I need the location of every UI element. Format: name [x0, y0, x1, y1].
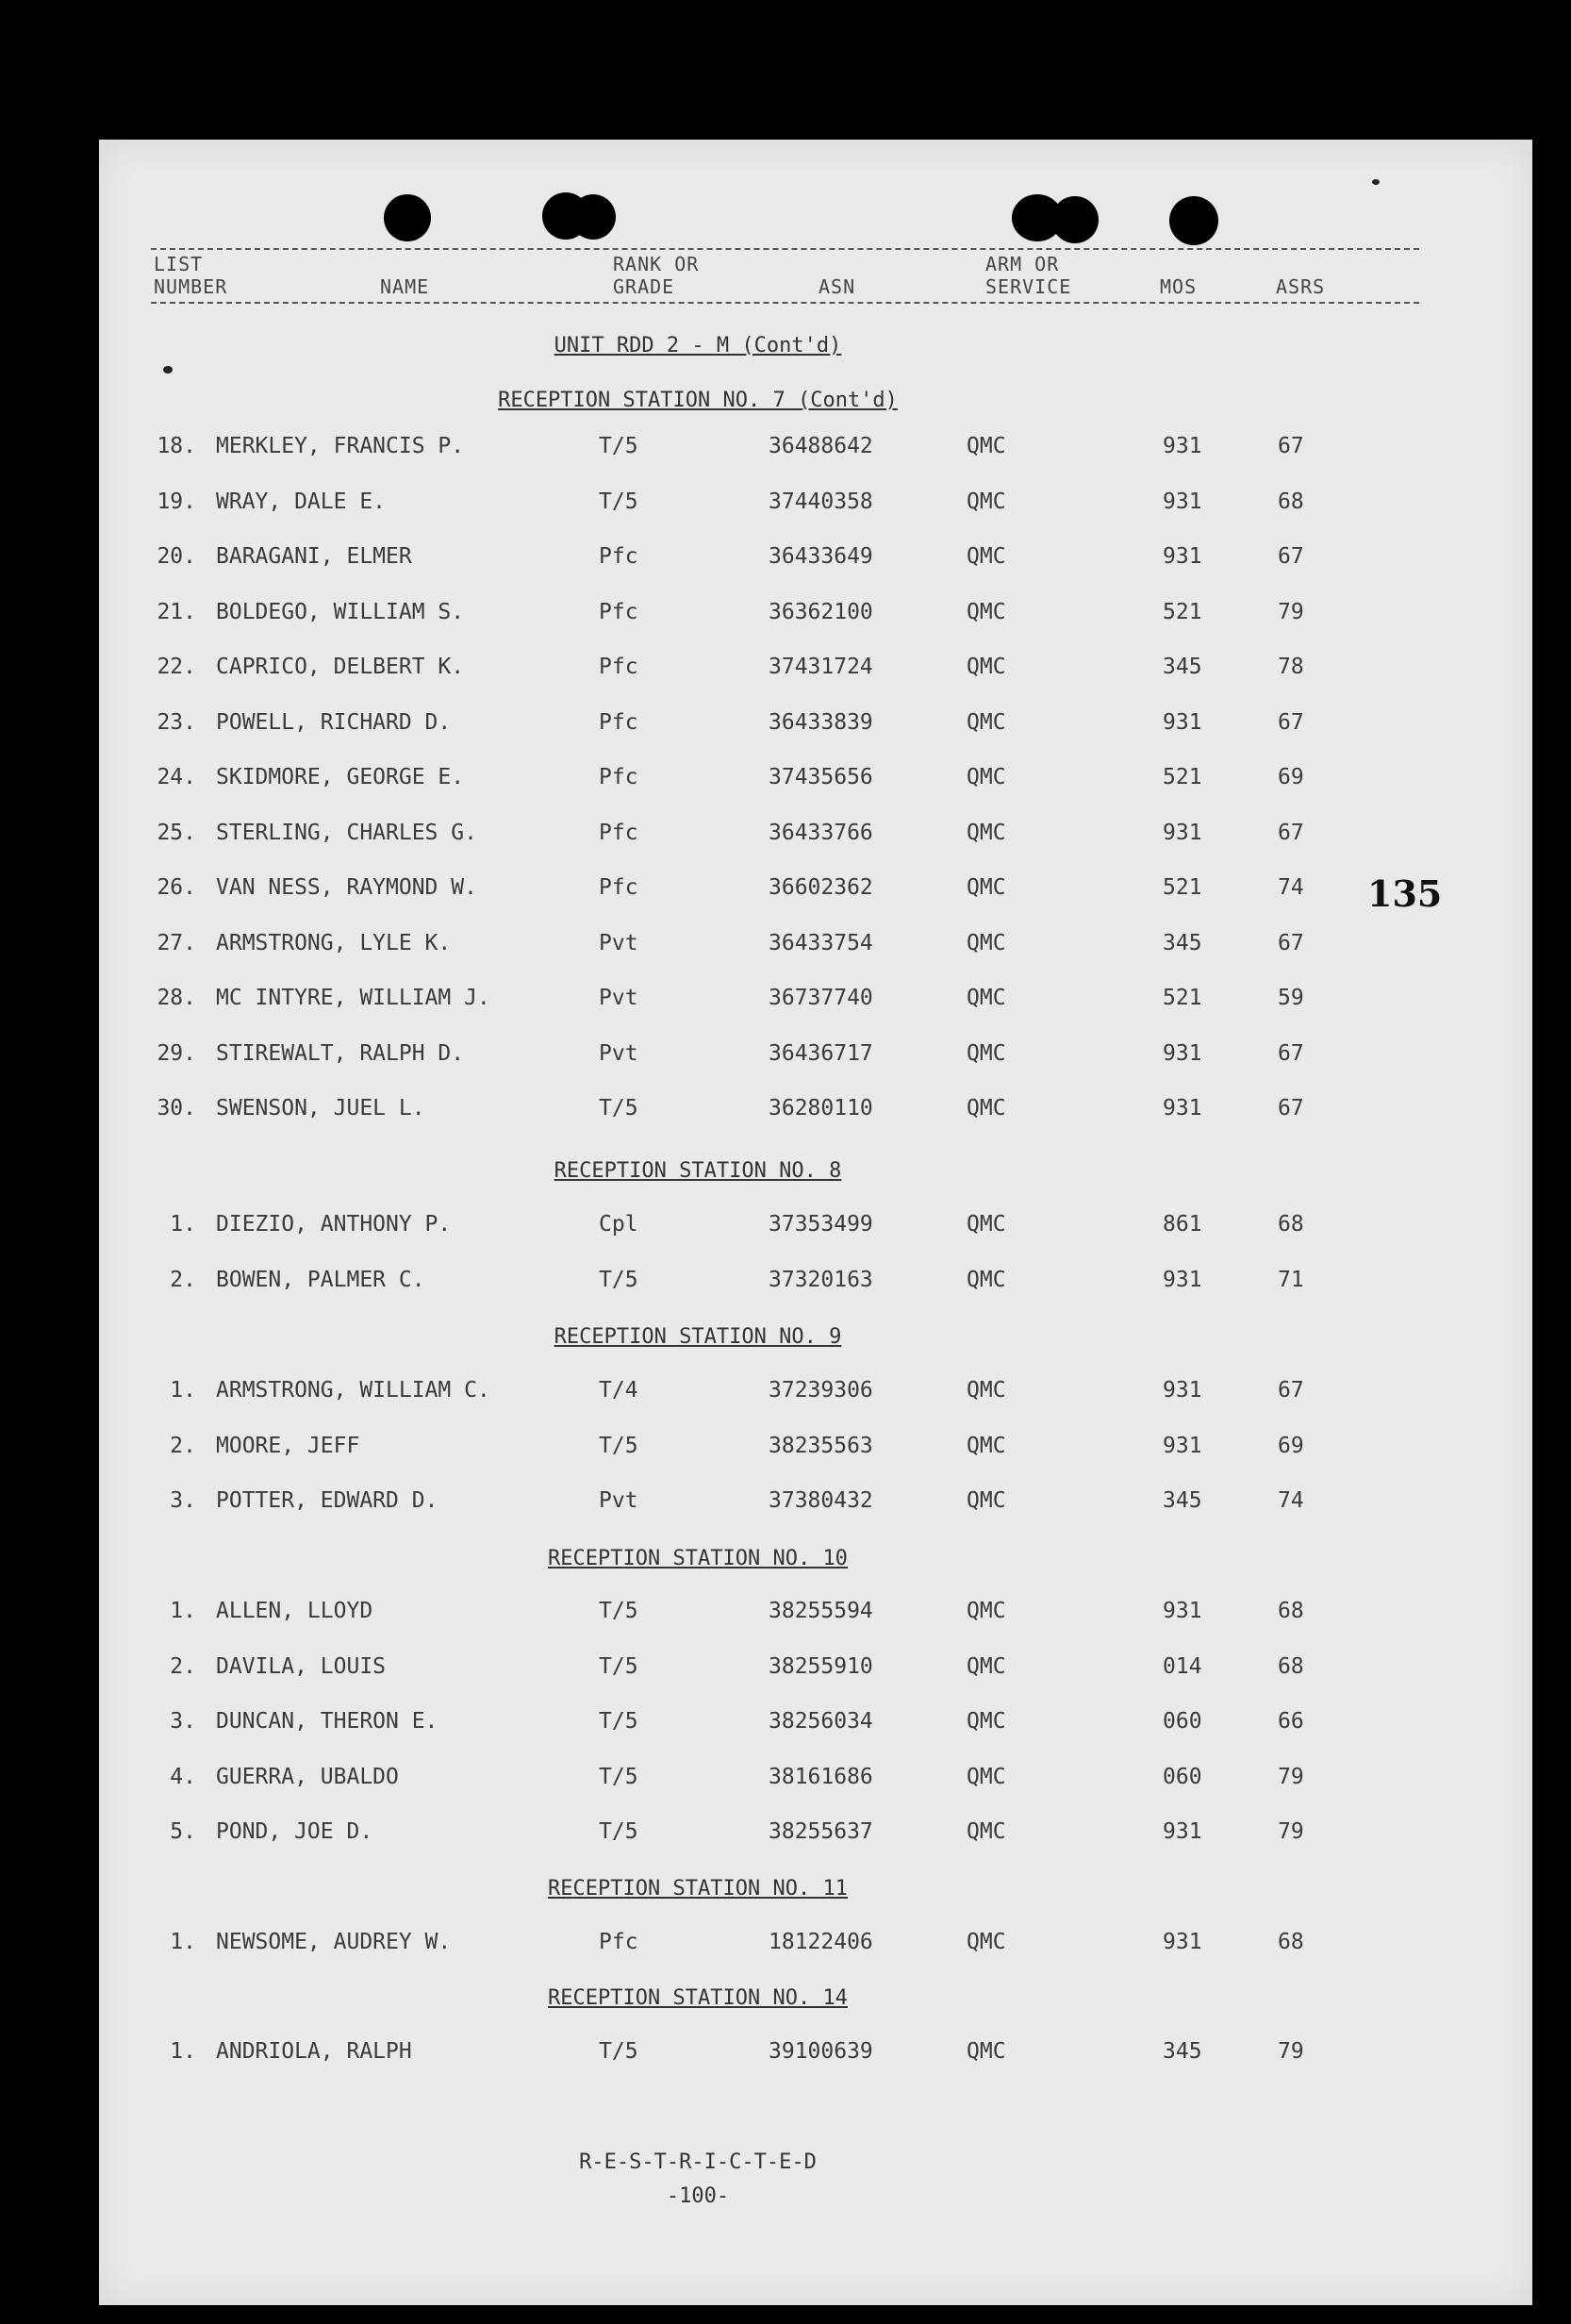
- grade: Pfc: [599, 821, 638, 845]
- grade: T/5: [599, 1268, 638, 1292]
- asrs-score: 67: [1278, 1041, 1304, 1066]
- grade: T/5: [599, 1599, 638, 1623]
- mos-code: 931: [1163, 544, 1202, 569]
- header-rank-label: RANK OR: [613, 253, 700, 275]
- grade: Pfc: [599, 544, 638, 569]
- serial-number: 36436717: [769, 1041, 873, 1066]
- serial-number: 37380432: [769, 1488, 873, 1513]
- asrs-score: 79: [1278, 1765, 1304, 1789]
- header-bottom-rule: [151, 302, 1419, 304]
- soldier-name: VAN NESS, RAYMOND W.: [216, 875, 477, 900]
- serial-number: 38255637: [769, 1819, 873, 1844]
- asrs-score: 79: [1278, 1819, 1304, 1844]
- mos-code: 931: [1163, 490, 1202, 514]
- soldier-name: DUNCAN, THERON E.: [216, 1709, 438, 1734]
- grade: T/5: [599, 1709, 638, 1734]
- punch-hole: [571, 194, 616, 240]
- table-row: [99, 1765, 1419, 1802]
- section-title-text: RECEPTION STATION NO. 7 (Cont'd): [498, 389, 898, 412]
- grade: Pfc: [599, 1930, 638, 1954]
- arm-service: QMC: [967, 1378, 1006, 1403]
- unit-title: [99, 334, 1297, 357]
- list-number: 3.: [170, 1709, 196, 1734]
- soldier-name: SKIDMORE, GEORGE E.: [216, 765, 465, 789]
- grade: T/5: [599, 1654, 638, 1679]
- table-row: [99, 931, 1419, 969]
- arm-service: QMC: [967, 1434, 1006, 1458]
- header-list-label: LIST: [154, 253, 204, 275]
- arm-service: QMC: [967, 931, 1006, 955]
- header-top-rule: [151, 248, 1419, 250]
- arm-service: QMC: [967, 2039, 1006, 2064]
- asrs-score: 79: [1278, 600, 1304, 624]
- arm-service: QMC: [967, 1488, 1006, 1513]
- soldier-name: ALLEN, LLOYD: [216, 1599, 373, 1623]
- header-service-label: SERVICE: [985, 275, 1072, 298]
- grade: T/5: [599, 490, 638, 514]
- table-row: [99, 765, 1419, 803]
- header-mos: MOS: [1160, 275, 1198, 298]
- list-number: 1.: [170, 1212, 196, 1237]
- grade: Pfc: [599, 600, 638, 624]
- soldier-name: POWELL, RICHARD D.: [216, 710, 452, 735]
- table-row: [99, 1096, 1419, 1134]
- asrs-score: 67: [1278, 1096, 1304, 1120]
- arm-service: QMC: [967, 1930, 1006, 1954]
- table-row: [99, 1654, 1419, 1692]
- asrs-score: 68: [1278, 1212, 1304, 1237]
- asrs-score: 66: [1278, 1709, 1304, 1734]
- arm-service: QMC: [967, 655, 1006, 679]
- arm-service: QMC: [967, 1819, 1006, 1844]
- list-number: 1.: [170, 2039, 196, 2064]
- table-row: [99, 1434, 1419, 1471]
- asrs-score: 78: [1278, 655, 1304, 679]
- grade: T/5: [599, 1434, 638, 1458]
- soldier-name: CAPRICO, DELBERT K.: [216, 655, 465, 679]
- list-number: 4.: [170, 1765, 196, 1789]
- soldier-name: NEWSOME, AUDREY W.: [216, 1930, 452, 1954]
- table-row: [99, 1930, 1419, 1967]
- soldier-name: STERLING, CHARLES G.: [216, 821, 477, 845]
- arm-service: QMC: [967, 875, 1006, 900]
- mos-code: 345: [1163, 2039, 1202, 2064]
- classification-footer: R-E-S-T-R-I-C-T-E-D: [579, 2150, 817, 2174]
- table-row: [99, 544, 1419, 582]
- mos-code: 931: [1163, 1819, 1202, 1844]
- list-number: 28.: [157, 986, 196, 1010]
- mos-code: 931: [1163, 1041, 1202, 1066]
- section-title: [99, 1325, 1297, 1349]
- list-number: 19.: [157, 490, 196, 514]
- table-row: [99, 1212, 1419, 1250]
- table-row: [99, 821, 1419, 858]
- mos-code: 931: [1163, 821, 1202, 845]
- serial-number: 36433766: [769, 821, 873, 845]
- soldier-name: ARMSTRONG, WILLIAM C.: [216, 1378, 490, 1403]
- header-asrs: ASRS: [1276, 275, 1326, 298]
- arm-service: QMC: [967, 765, 1006, 789]
- page-number: 135: [1367, 872, 1443, 915]
- list-number: 23.: [157, 710, 196, 735]
- list-number: 27.: [157, 931, 196, 955]
- asrs-score: 79: [1278, 2039, 1304, 2064]
- serial-number: 38255594: [769, 1599, 873, 1623]
- soldier-name: BARAGANI, ELMER: [216, 544, 412, 569]
- serial-number: 38235563: [769, 1434, 873, 1458]
- table-row: [99, 986, 1419, 1023]
- soldier-name: STIREWALT, RALPH D.: [216, 1041, 465, 1066]
- soldier-name: MOORE, JEFF: [216, 1434, 360, 1458]
- serial-number: 37239306: [769, 1378, 873, 1403]
- grade: T/5: [599, 1096, 638, 1120]
- soldier-name: ANDRIOLA, RALPH: [216, 2039, 412, 2064]
- mos-code: 931: [1163, 1268, 1202, 1292]
- serial-number: 38256034: [769, 1709, 873, 1734]
- arm-service: QMC: [967, 821, 1006, 845]
- arm-service: QMC: [967, 600, 1006, 624]
- grade: Pfc: [599, 875, 638, 900]
- serial-number: 36488642: [769, 434, 873, 458]
- mos-code: 931: [1163, 1599, 1202, 1623]
- header-rank-grade: [613, 253, 699, 298]
- header-arm-label: ARM OR: [985, 253, 1060, 275]
- list-number: 1.: [170, 1599, 196, 1623]
- mos-code: 521: [1163, 765, 1202, 789]
- serial-number: 18122406: [769, 1930, 873, 1954]
- grade: Pfc: [599, 655, 638, 679]
- table-row: [99, 1709, 1419, 1747]
- serial-number: 37320163: [769, 1268, 873, 1292]
- arm-service: QMC: [967, 1599, 1006, 1623]
- serial-number: 37440358: [769, 490, 873, 514]
- arm-service: QMC: [967, 544, 1006, 569]
- soldier-name: POND, JOE D.: [216, 1819, 373, 1844]
- asrs-score: 67: [1278, 821, 1304, 845]
- soldier-name: GUERRA, UBALDO: [216, 1765, 399, 1789]
- arm-service: QMC: [967, 1654, 1006, 1679]
- grade: Pvt: [599, 1488, 638, 1513]
- serial-number: 39100639: [769, 2039, 873, 2064]
- section-title: [99, 1547, 1297, 1570]
- grade: Pfc: [599, 710, 638, 735]
- soldier-name: POTTER, EDWARD D.: [216, 1488, 438, 1513]
- header-asn: ASN: [819, 275, 856, 298]
- soldier-name: SWENSON, JUEL L.: [216, 1096, 425, 1120]
- serial-number: 37435656: [769, 765, 873, 789]
- asrs-score: 67: [1278, 710, 1304, 735]
- asrs-score: 71: [1278, 1268, 1304, 1292]
- arm-service: QMC: [967, 710, 1006, 735]
- asrs-score: 68: [1278, 490, 1304, 514]
- list-number: 25.: [157, 821, 196, 845]
- speck: [163, 366, 173, 374]
- table-row: [99, 1819, 1419, 1857]
- mos-code: 931: [1163, 710, 1202, 735]
- table-row: [99, 1268, 1419, 1305]
- serial-number: 36433754: [769, 931, 873, 955]
- serial-number: 36737740: [769, 986, 873, 1010]
- asrs-score: 67: [1278, 931, 1304, 955]
- list-number: 26.: [157, 875, 196, 900]
- serial-number: 36602362: [769, 875, 873, 900]
- grade: T/5: [599, 1819, 638, 1844]
- section-title-text: RECEPTION STATION NO. 11: [548, 1877, 848, 1901]
- table-row: [99, 2039, 1419, 2077]
- grade: Pvt: [599, 986, 638, 1010]
- table-row: [99, 1041, 1419, 1079]
- unit-title-text: UNIT RDD 2 - M (Cont'd): [554, 334, 842, 357]
- arm-service: QMC: [967, 1709, 1006, 1734]
- list-number: 2.: [170, 1434, 196, 1458]
- punch-hole: [384, 194, 431, 241]
- header-list-number: [154, 253, 227, 298]
- list-number: 22.: [157, 655, 196, 679]
- table-row: [99, 1378, 1419, 1416]
- grade: Pfc: [599, 765, 638, 789]
- grade: T/5: [599, 2039, 638, 2064]
- speck: [1372, 179, 1380, 185]
- soldier-name: MC INTYRE, WILLIAM J.: [216, 986, 490, 1010]
- mos-code: 931: [1163, 1378, 1202, 1403]
- asrs-score: 69: [1278, 1434, 1304, 1458]
- list-number: 30.: [157, 1096, 196, 1120]
- serial-number: 37353499: [769, 1212, 873, 1237]
- list-number: 1.: [170, 1378, 196, 1403]
- soldier-name: MERKLEY, FRANCIS P.: [216, 434, 465, 458]
- serial-number: 36280110: [769, 1096, 873, 1120]
- table-row: [99, 655, 1419, 692]
- list-number: 5.: [170, 1819, 196, 1844]
- header-arm-service: [985, 253, 1071, 298]
- asrs-score: 59: [1278, 986, 1304, 1010]
- asrs-score: 69: [1278, 765, 1304, 789]
- section-title-text: RECEPTION STATION NO. 10: [548, 1547, 848, 1570]
- arm-service: QMC: [967, 986, 1006, 1010]
- mos-code: 060: [1163, 1765, 1202, 1789]
- punch-hole: [1169, 196, 1218, 245]
- mos-code: 345: [1163, 655, 1202, 679]
- table-row: [99, 710, 1419, 748]
- mos-code: 060: [1163, 1709, 1202, 1734]
- mos-code: 521: [1163, 986, 1202, 1010]
- list-number: 1.: [170, 1930, 196, 1954]
- mos-code: 931: [1163, 1096, 1202, 1120]
- arm-service: QMC: [967, 1096, 1006, 1120]
- folio-number: -100-: [666, 2184, 730, 2208]
- mos-code: 521: [1163, 600, 1202, 624]
- asrs-score: 68: [1278, 1599, 1304, 1623]
- table-row: [99, 600, 1419, 638]
- list-number: 21.: [157, 600, 196, 624]
- arm-service: QMC: [967, 1041, 1006, 1066]
- grade: Pvt: [599, 1041, 638, 1066]
- header-number-label: NUMBER: [154, 275, 228, 298]
- punch-hole: [1051, 196, 1099, 243]
- grade: T/5: [599, 1765, 638, 1789]
- soldier-name: BOLDEGO, WILLIAM S.: [216, 600, 465, 624]
- list-number: 20.: [157, 544, 196, 569]
- asrs-score: 74: [1278, 875, 1304, 900]
- list-number: 29.: [157, 1041, 196, 1066]
- soldier-name: ARMSTRONG, LYLE K.: [216, 931, 452, 955]
- table-row: [99, 1599, 1419, 1636]
- arm-service: QMC: [967, 434, 1006, 458]
- header-grade-label: GRADE: [613, 275, 675, 298]
- asrs-score: 67: [1278, 1378, 1304, 1403]
- soldier-name: DAVILA, LOUIS: [216, 1654, 387, 1679]
- arm-service: QMC: [967, 490, 1006, 514]
- table-row: [99, 434, 1419, 472]
- table-row: [99, 875, 1419, 913]
- mos-code: 931: [1163, 1930, 1202, 1954]
- asrs-score: 68: [1278, 1930, 1304, 1954]
- list-number: 3.: [170, 1488, 196, 1513]
- grade: T/5: [599, 434, 638, 458]
- arm-service: QMC: [967, 1765, 1006, 1789]
- serial-number: 38161686: [769, 1765, 873, 1789]
- soldier-name: BOWEN, PALMER C.: [216, 1268, 425, 1292]
- section-title: [99, 1986, 1297, 2010]
- serial-number: 36362100: [769, 600, 873, 624]
- mos-code: 345: [1163, 1488, 1202, 1513]
- mos-code: 931: [1163, 434, 1202, 458]
- mos-code: 861: [1163, 1212, 1202, 1237]
- section-title: [99, 1159, 1297, 1183]
- section-title-text: RECEPTION STATION NO. 8: [554, 1159, 842, 1183]
- serial-number: 36433649: [769, 544, 873, 569]
- asrs-score: 74: [1278, 1488, 1304, 1513]
- list-number: 2.: [170, 1654, 196, 1679]
- section-title: [99, 1877, 1297, 1901]
- soldier-name: DIEZIO, ANTHONY P.: [216, 1212, 452, 1237]
- serial-number: 37431724: [769, 655, 873, 679]
- grade: Pvt: [599, 931, 638, 955]
- mos-code: 521: [1163, 875, 1202, 900]
- list-number: 24.: [157, 765, 196, 789]
- table-row: [99, 490, 1419, 527]
- arm-service: QMC: [967, 1212, 1006, 1237]
- mos-code: 345: [1163, 931, 1202, 955]
- serial-number: 36433839: [769, 710, 873, 735]
- arm-service: QMC: [967, 1268, 1006, 1292]
- soldier-name: WRAY, DALE E.: [216, 490, 387, 514]
- section-title-text: RECEPTION STATION NO. 9: [554, 1325, 842, 1349]
- serial-number: 38255910: [769, 1654, 873, 1679]
- section-title-text: RECEPTION STATION NO. 14: [548, 1986, 848, 2010]
- mos-code: 931: [1163, 1434, 1202, 1458]
- header-name: NAME: [380, 275, 430, 298]
- list-number: 2.: [170, 1268, 196, 1292]
- table-row: [99, 1488, 1419, 1526]
- section-title: [99, 389, 1297, 412]
- asrs-score: 68: [1278, 1654, 1304, 1679]
- asrs-score: 67: [1278, 544, 1304, 569]
- mos-code: 014: [1163, 1654, 1202, 1679]
- grade: T/4: [599, 1378, 638, 1403]
- document-page: [99, 140, 1532, 2305]
- list-number: 18.: [157, 434, 196, 458]
- grade: Cpl: [599, 1212, 638, 1237]
- asrs-score: 67: [1278, 434, 1304, 458]
